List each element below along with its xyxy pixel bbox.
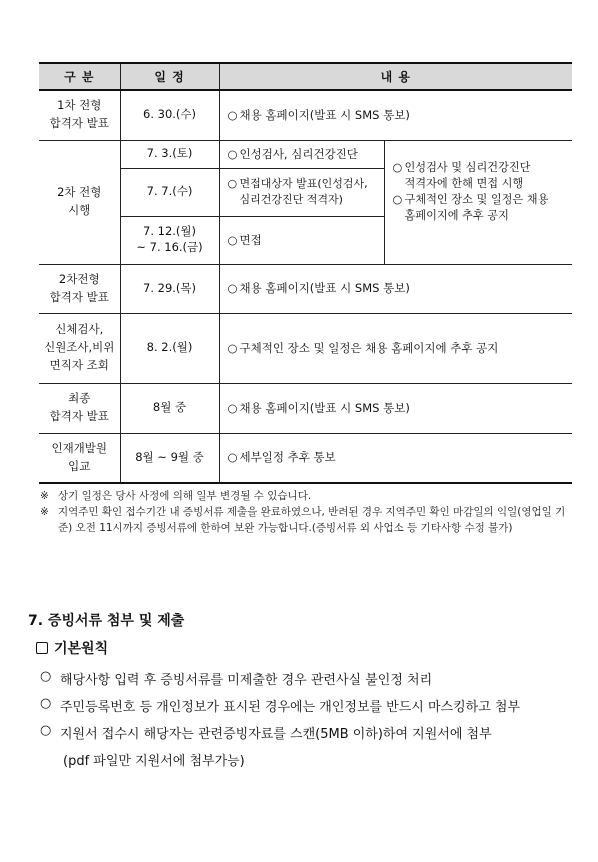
header-schedule: 일 정 (120, 63, 219, 90)
list-item: ○ 해당사항 입력 후 증빙서류를 미제출한 경우 관련사실 불인정 처리 (40, 669, 433, 688)
bullet-circle-icon: ○ (392, 160, 403, 174)
footnotes (40, 489, 572, 537)
bullet-circle-icon: ○ (392, 193, 403, 206)
bullet-circle-icon: ○ (227, 107, 238, 122)
table-row (39, 383, 572, 433)
table-row (39, 264, 572, 313)
footnote-item: ※ 상기 일정은 당사 사정에 의해 일부 변경될 수 있습니다. (40, 489, 572, 505)
row-date: 8월 ~ 9월 중 (120, 433, 219, 483)
row-date: 6. 30.(수) (120, 90, 219, 140)
row-content: ○ 구체적인 장소 및 일정은 채용 홈페이지에 추후 공지 (219, 313, 572, 383)
schedule-table (39, 62, 572, 484)
bullet-circle-icon: ○ (227, 177, 238, 191)
table-row (39, 140, 572, 168)
row-category: 2차전형 합격자 발표 (39, 264, 120, 313)
section-title: 7. 증빙서류 첨부 및 제출 (28, 613, 185, 629)
list-item-continuation: (pdf 파일만 지원서에 첨부가능) (63, 754, 245, 769)
bullet-circle-icon: ○ (227, 232, 238, 247)
row-category: 1차 전형 합격자 발표 (39, 90, 120, 140)
bullet-circle-icon: ○ (40, 696, 52, 711)
checkbox-square-icon (36, 642, 48, 654)
row-date: 7. 12.(월) ~ 7. 16.(금) (120, 216, 219, 264)
header-content: 내 용 (219, 63, 572, 90)
header-category: 구 분 (39, 63, 120, 90)
row-date: 7. 3.(토) (120, 140, 219, 168)
row-content: ○ 채용 홈페이지(발표 시 SMS 통보) (219, 90, 572, 140)
reference-mark-icon: ※ (40, 505, 49, 518)
row-category: 인재개발원 입교 (39, 433, 120, 483)
row-date: 7. 7.(수) (120, 168, 219, 216)
bullet-circle-icon: ○ (227, 450, 238, 465)
bullet-circle-icon: ○ (227, 281, 238, 296)
bullet-circle-icon: ○ (227, 400, 238, 415)
subsection-title: 기본원칙 (36, 638, 108, 658)
table-row (39, 313, 572, 383)
row-category: 2차 전형 시행 (39, 140, 120, 264)
reference-mark-icon: ※ (40, 490, 49, 502)
row-category: 신체검사, 신원조사,비위 면직자 조회 (39, 313, 120, 383)
list-item: ○ 지원서 접수시 해당자는 관련증빙자료를 스캔(5MB 이하)하여 지원서에 첨부 (40, 723, 492, 742)
table-row (39, 90, 572, 140)
bullet-circle-icon: ○ (227, 146, 238, 161)
table-row (39, 433, 572, 483)
table-header-row (39, 63, 572, 90)
row-content: ○ 면접대상자 발표(인성검사, 심리건강진단 적격자) (219, 168, 384, 216)
list-item: ○ 주민등록번호 등 개인정보가 표시된 경우에는 개인정보를 반드시 마스킹하고 첨부 (40, 696, 521, 715)
footnote-item: ※ 지역주민 확인 접수기간 내 증빙서류 제출을 완료하였으나, 반려된 경우 지역주민 확인 마감일의 익일(영업일 기준) 오전 11시까지 증빙서류에 한하여 보완 가능합니다.(증빙서류 외 사업소 등 기타사항 수정 불가) (40, 505, 572, 537)
row-content: ○ 채용 홈페이지(발표 시 SMS 통보) (219, 383, 572, 433)
row-date: 7. 29.(목) (120, 264, 219, 313)
row-date: 8. 2.(월) (120, 313, 219, 383)
bullet-circle-icon: ○ (40, 723, 52, 738)
row-content: ○ 면접 (219, 216, 384, 264)
row-content: ○ 인성검사, 심리건강진단 (219, 140, 384, 168)
bullet-circle-icon: ○ (227, 340, 238, 355)
row-content: ○ 세부일정 추후 통보 (219, 433, 572, 483)
row-date: 8월 중 (120, 383, 219, 433)
row-content: ○ 채용 홈페이지(발표 시 SMS 통보) (219, 264, 572, 313)
row-category: 최종 합격자 발표 (39, 383, 120, 433)
row-side-content: ○ 인성검사 및 심리건강진단 적격자에 한해 면접 시행 ○ 구체적인 장소 및 일정은 채용 홈페이지에 추후 공지 (384, 140, 572, 264)
bullet-circle-icon: ○ (40, 669, 52, 684)
